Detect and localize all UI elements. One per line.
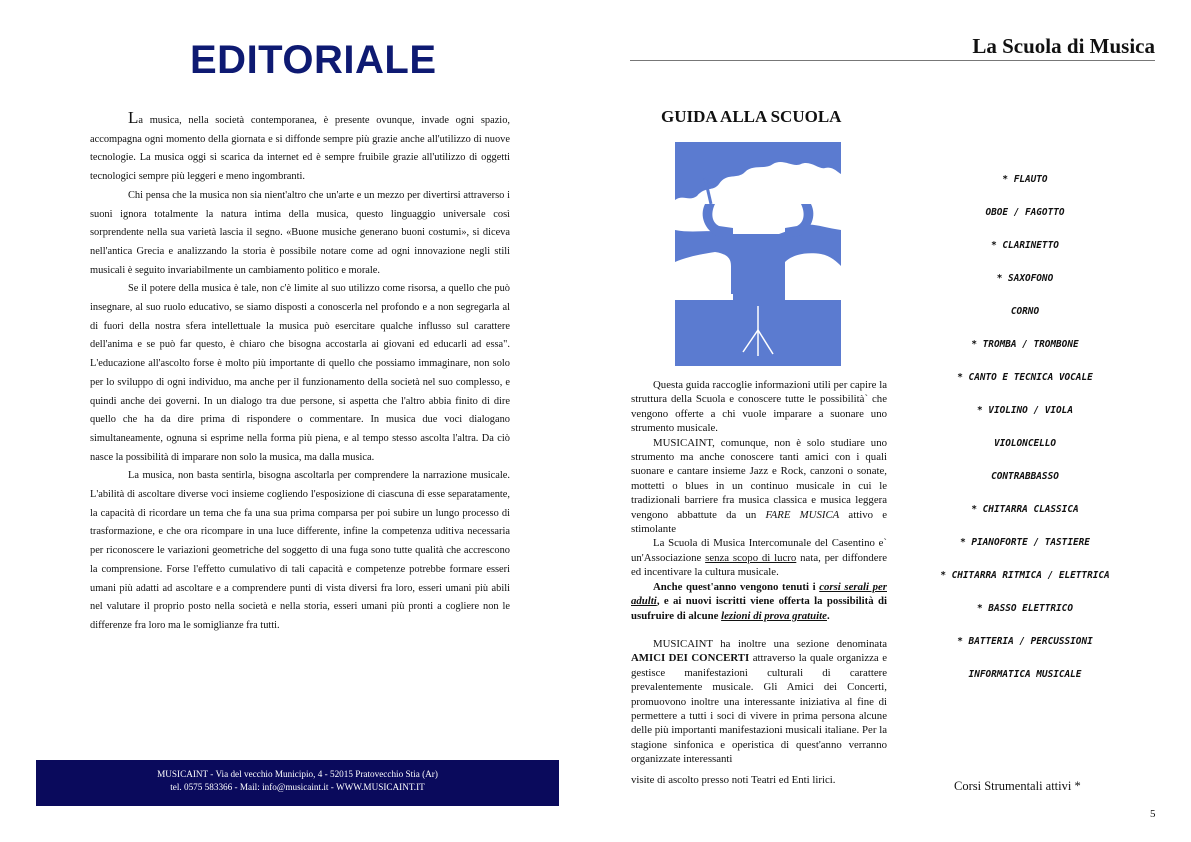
dropcap: L [128, 108, 139, 127]
course-item: * PIANOFORTE / TASTIERE [960, 537, 1090, 548]
course-item: * BATTERIA / PERCUSSIONI [957, 636, 1093, 647]
guide-title: GUIDA ALLA SCUOLA [661, 107, 842, 126]
course-item: OBOE / FAGOTTO [985, 207, 1065, 218]
header-rule [630, 60, 1155, 61]
editorial-body [90, 108, 510, 636]
guide-body [631, 378, 887, 787]
contact-footer [36, 760, 559, 806]
course-item: CONTRABBASSO [991, 471, 1059, 482]
guide-paragraph-3: La Scuola di Musica Intercomunale del Casentino e` un'Associazione senza scopo di lucro nata, per diffondere ed incentivare la cultura musicale. [631, 537, 887, 579]
guide-paragraph-5: MUSICAINT ha inoltre una sezione denominata AMICI DEI CONCERTI attraverso la quale organizza e gestisce manifestazioni culturali di carattere prevalentemente musicale. Gli Amici dei Concerti, promuovono inoltre una interessante iniziativa al fine di permettere a tutti i soci di vivere in prima persona alcune delle più importanti manifestazioni musicali italiane. Per la stagione sinfonica e operistica di quest'anno verranno organizzate interessanti [631, 637, 887, 766]
course-item: * BASSO ELETTRICO [977, 603, 1073, 614]
course-item: * TROMBA / TROMBONE [971, 339, 1079, 350]
guide-paragraph-2: MUSICAINT, comunque, non è solo studiare uno strumento ma anche conoscere tanti amici con i quali suonare e cantare insieme Jazz e Rock, canzoni o sonate, mottetti o blues in un continuo musicale in cui le tradizionali barriere fra musica classica e musica leggera vengono abbattute da un FARE MUSICA attivo e stimolante [631, 436, 887, 536]
course-item: * VIOLINO / VIOLA [977, 405, 1073, 416]
course-item: * CHITARRA CLASSICA [971, 504, 1079, 515]
courses-caption: Corsi Strumentali attivi * [954, 779, 1081, 793]
footer-contacts: tel. 0575 583366 - Mail: info@musicaint.it - WWW.MUSICAINT.IT [170, 782, 425, 792]
guide-paragraph-6: visite di ascolto presso noti Teatri ed Enti lirici. [631, 773, 836, 786]
footer-address: MUSICAINT - Via del vecchio Municipio, 4 - 52015 Pratovecchio Stia (Ar) [157, 769, 438, 779]
conductor-illustration [675, 142, 841, 366]
course-item: * SAXOFONO [996, 273, 1054, 284]
course-item: VIOLONCELLO [993, 438, 1057, 449]
course-item: * FLAUTO [1002, 174, 1048, 185]
editoriale-title: EDITORIALE [190, 38, 437, 82]
conductor-body [733, 234, 785, 306]
guide-paragraph-4: Anche quest'anno vengono tenuti i corsi serali per adulti, e ai nuovi iscritti viene offerta la possibilità di usufruire di alcune lezioni di prova gratuite. [631, 580, 887, 622]
score-sheet [723, 200, 793, 224]
course-item: CORNO [1010, 306, 1040, 317]
editorial-paragraph-4: La musica, non basta sentirla, bisogna ascoltarla per comprendere la narrazione musicale. L'abilità di ascoltare diverse voci insieme cogliendo l'esposizione di ciascuna di esse separatamente, la capacità di ricordare un tema che fa una sua prima comparsa per poi subire un lungo processo di trasformazione, e che ora ricompare in una luce differente, infine la competenza uditiva necessaria per riconoscere le variazioni geometriche del soggetto di una fuga sono tutte qualità che accrescono la comprensione. Forse l'effetto cumulativo di tali capacità e competenze potrebbe formare esseri umani più adatti ad ascoltare e a comprendere punti di vista diversi fra loro, esseri umani più abili nel valutare il proprio posto nella società e nella storia, esseri umani più pronti a cogliere non le differenze fra loro ma le somiglianze fra tutti. [90, 470, 510, 631]
page-number: 5 [1150, 808, 1156, 820]
course-item: * CHITARRA RITMICA / ELETTRICA [940, 570, 1110, 581]
editorial-paragraph-3: Se il potere della musica è tale, non c'è limite al suo utilizzo come risorsa, a quello che può insegnare, al suo ruolo educativo, se siamo disposti a conoscerla nel profondo e a non segregarla al di fuori della nostra sfera intellettuale la musica può esercitare qualche influsso sul carattere dell'anima e se può far questo, è chiaro che bisogna accostarla ai giovani ed educarli ad essa". L'educazione all'ascolto forse è molto più importante di quello che possiamo immaginare, non solo per lo sviluppo di ogni individuo, ma anche per il funzionamento della società nel suo complesso, e quindi anche dei governi. In un dialogo tra due persone, si aspetta che l'altro abbia finito di dire quello che ha da dire prima di rispondere o commentare. In musica due voci dialogano simultaneamente, ognuna si esprime nella forma più piena, e al tempo stesso ascolta l'altra. Da ciò nasce la possibilità di imparare non solo la musica, ma dalla musica. [90, 283, 510, 463]
editorial-paragraph-2: Chi pensa che la musica non sia nient'altro che un'arte e un mezzo per divertirsi attraverso i suoni ignora totalmente la natura intima della musica, questo linguaggio universale così sorprendente nella sua varietà lascia il segno. «Buone musiche generano buoni costumi», si diceva nell'antica Grecia e analizzando la storia è possibile notare come ad ogni innovazione negli stili musicali è seguito invariabilmente un cambiamento politico e morale. [90, 189, 510, 276]
course-item: INFORMATICA MUSICALE [968, 669, 1082, 680]
guide-paragraph-1: Questa guida raccoglie informazioni utili per capire la struttura della Scuola e conoscere tutte le possibilità` che vengono offerte a chi vuole imparare a suonare uno strumento musicale. [631, 379, 887, 435]
course-item: * CANTO E TECNICA VOCALE [957, 372, 1093, 383]
section-header-title: La Scuola di Musica [972, 34, 1155, 58]
course-list [920, 170, 1130, 698]
editorial-paragraph-1: La musica, nella società contemporanea, è presente ovunque, invade ogni spazio, accompagna ogni momento della giornata e si diffonde sempre più grazie anche all'utilizzo di nuove tecnologie. La musica oggi si scarica da internet ed è sempre fruibile grazie all'utilizzo di oggetti tecnologici sempre più leggeri e meno ingombranti. [90, 108, 510, 183]
course-item: * CLARINETTO [991, 240, 1059, 251]
